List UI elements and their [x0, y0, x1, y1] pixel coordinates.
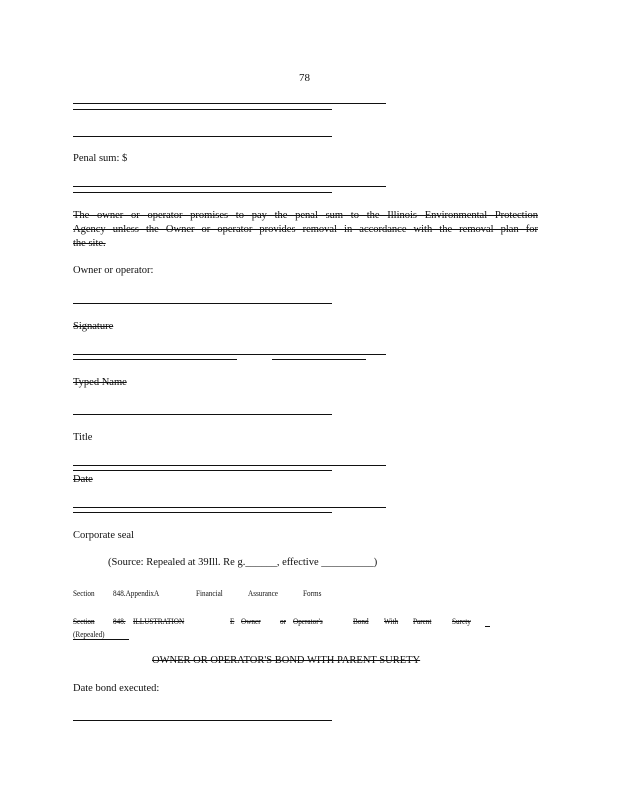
bond-heading: OWNER OR OPERATOR'S BOND WITH PARENT SURETY	[152, 655, 421, 666]
blank-line	[73, 470, 332, 471]
section-word: E	[230, 617, 235, 626]
section-number: 848.	[113, 617, 126, 626]
blank-line	[73, 192, 332, 193]
blank-line	[73, 136, 332, 137]
repealed-label: (Repealed)	[73, 630, 105, 639]
blank-line	[485, 626, 490, 627]
section-word: Owner	[241, 617, 261, 626]
section-word: ILLUSTRATION	[133, 617, 185, 626]
section-word: Section	[73, 617, 95, 626]
section-word: With	[384, 617, 399, 626]
date-bond-executed-label: Date bond executed:	[73, 683, 160, 694]
typed-name-label: Typed Name	[73, 377, 127, 388]
blank-line	[73, 303, 332, 304]
section-word: Bond	[353, 617, 369, 626]
owner-operator-label: Owner or operator:	[73, 265, 154, 276]
blank-line	[73, 512, 332, 513]
penal-sum-label: Penal sum: $	[73, 153, 128, 164]
section-word: Assurance	[248, 589, 278, 598]
blank-line	[73, 354, 386, 355]
section-word: Surety	[452, 617, 471, 626]
corporate-seal-label: Corporate seal	[73, 530, 134, 541]
blank-line	[73, 103, 386, 104]
blank-line	[73, 465, 386, 466]
section-word: Financial	[196, 589, 223, 598]
blank-line	[73, 414, 332, 415]
section-word: Parent	[413, 617, 432, 626]
blank-line	[73, 186, 386, 187]
section-number: 848.AppendixA	[113, 589, 160, 598]
section-word: Forms	[303, 589, 322, 598]
repealed-underline	[73, 639, 129, 640]
section-word: Operator's	[293, 617, 323, 626]
blank-line	[272, 359, 366, 360]
section-word: or	[280, 617, 287, 626]
promise-text-line-3: the site.	[73, 238, 106, 249]
blank-line	[73, 507, 386, 508]
date-label: Date	[73, 474, 93, 485]
source-note: (Source: Repealed at 39Ill. Re g.______, effective __________)	[108, 557, 378, 568]
blank-line	[73, 109, 332, 110]
blank-line	[73, 720, 332, 721]
section-word: Section	[73, 589, 95, 598]
blank-line	[73, 359, 237, 360]
title-label: Title	[73, 432, 93, 443]
promise-text-line-1: The owner or operator promises to pay the penal sum to the Illinois Environmental Protection	[73, 210, 538, 221]
promise-text-line-2: Agency unless the Owner or operator provides removal in accordance with the removal plan for	[73, 224, 538, 235]
signature-label: Signature	[73, 321, 114, 332]
page-number: 78	[299, 72, 310, 84]
